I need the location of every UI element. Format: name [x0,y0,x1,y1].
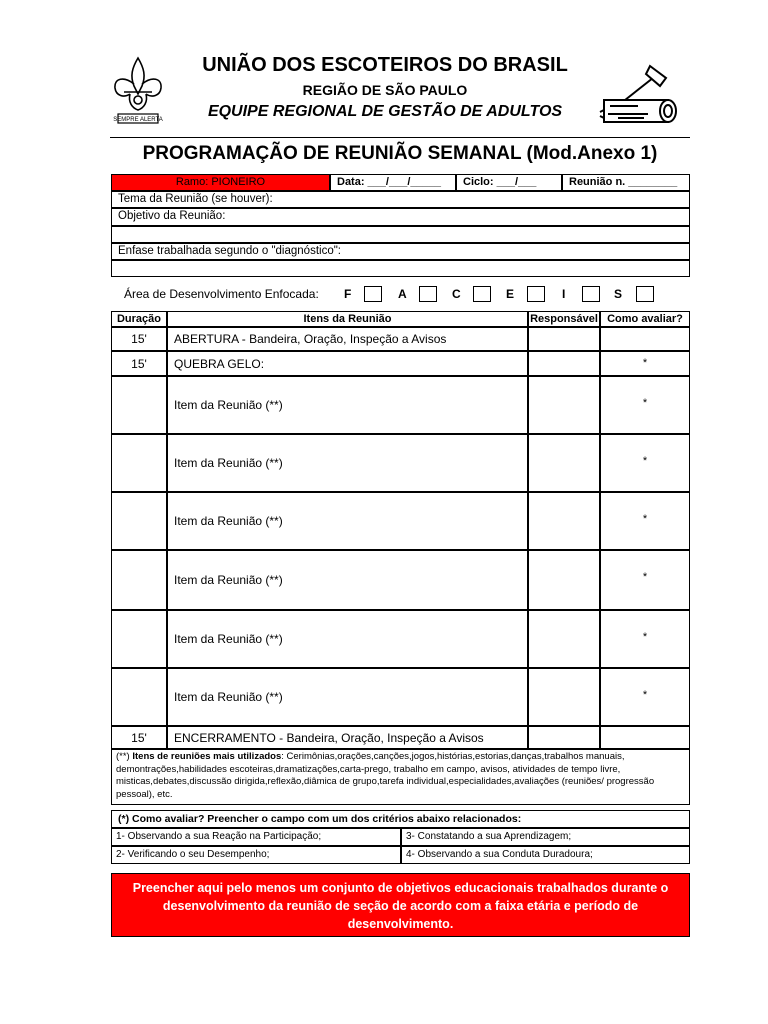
logo-motto: SEMPRE ALERTA [113,117,163,123]
area-checkbox-a[interactable] [419,286,437,302]
document-title: PROGRAMAÇÃO DE REUNIÃO SEMANAL (Mod.Anexo 1) [142,143,658,164]
row-item[interactable]: Item da Reunião (**) [167,492,528,550]
row-duration[interactable] [111,434,167,492]
area-checkbox-s[interactable] [636,286,654,302]
area-letter-s: S [614,287,623,301]
area-checkbox-e[interactable] [527,286,545,302]
row-duration[interactable]: 15' [111,327,167,351]
row-evaluation[interactable]: * [600,376,690,434]
team-name: EQUIPE REGIONAL DE GESTÃO DE ADULTOS [207,103,563,120]
row-evaluation[interactable]: * [600,668,690,726]
row-responsible[interactable] [528,550,600,610]
row-item[interactable]: ENCERRAMENTO - Bandeira, Oração, Inspeção a Avisos [167,726,528,749]
header-divider [110,137,690,138]
objectives-instruction-box[interactable]: Preencher aqui pelo menos um conjunto de objetivos educacionais trabalhados durante o desenvolvimento da reunião de seção de acordo com a faixa etária e período de desenvolvimento. [111,873,690,937]
row-responsible[interactable] [528,668,600,726]
row-item[interactable]: Item da Reunião (**) [167,550,528,610]
col-duration-header: Duração [111,311,167,327]
notes-prefix: (**) [116,751,130,762]
row-duration[interactable]: 15' [111,351,167,376]
row-responsible[interactable] [528,434,600,492]
row-responsible[interactable] [528,610,600,668]
criterion-3: 3- Constatando a sua Aprendizagem; [401,828,690,846]
row-responsible[interactable] [528,726,600,749]
area-checkbox-f[interactable] [364,286,382,302]
row-evaluation[interactable] [600,327,690,351]
date-field[interactable]: Data: ___/___/_____ [330,174,456,191]
theme-field[interactable]: Tema da Reunião (se houver): [111,191,690,208]
row-evaluation[interactable]: * [600,492,690,550]
notes-text: : Cerimônias,orações,canções,jogos,histórias,estorias,danças,trabalhos manuais, demontrações,habilidades escoteiras,dramatizações,carta-prego, trabalho em campo, avisos, atividades de tempo livre, misticas,debates,discussão dirigida,reflexão,diâmica de grupo,tarefa individual,especialidades,avaliações (reuniões/ progressão pessoal), etc. [116,751,655,800]
row-evaluation[interactable]: * [600,434,690,492]
notes-bold-label: Itens de reuniões mais utilizados [132,751,282,762]
row-responsible[interactable] [528,351,600,376]
area-letter-c: C [452,287,461,301]
area-label: Área de Desenvolvimento Enfocada: [124,287,319,301]
emphasis-field-extra[interactable] [111,260,690,277]
row-responsible[interactable] [528,492,600,550]
row-duration[interactable]: 15' [111,726,167,749]
row-item[interactable]: Item da Reunião (**) [167,668,528,726]
row-item[interactable]: QUEBRA GELO: [167,351,528,376]
ramo-field[interactable]: Ramo: PIONEIRO [111,174,330,191]
cycle-field[interactable]: Ciclo: ___/___ [456,174,562,191]
area-checkbox-i[interactable] [582,286,600,302]
area-letter-i: I [562,287,566,301]
row-item[interactable]: Item da Reunião (**) [167,434,528,492]
row-evaluation[interactable]: * [600,351,690,376]
row-evaluation[interactable]: * [600,550,690,610]
row-item[interactable]: Item da Reunião (**) [167,376,528,434]
axe-log-icon [598,60,684,126]
row-duration[interactable] [111,610,167,668]
area-letter-e: E [506,287,515,301]
criterion-4: 4- Observando a sua Conduta Duradoura; [401,846,690,864]
org-name: UNIÃO DOS ESCOTEIROS DO BRASIL [202,54,568,76]
col-evaluation-header: Como avaliar? [600,311,690,327]
col-responsible-header: Responsável [528,311,600,327]
row-duration[interactable] [111,376,167,434]
criterion-2: 2- Verificando o seu Desempenho; [111,846,401,864]
row-duration[interactable] [111,550,167,610]
row-responsible[interactable] [528,376,600,434]
objective-field[interactable]: Objetivo da Reunião: [111,208,690,226]
row-responsible[interactable] [528,327,600,351]
region-name: REGIÃO DE SÃO PAULO [302,82,468,98]
meeting-number-field[interactable]: Reunião n. ________ [562,174,690,191]
col-items-header: Itens da Reunião [167,311,528,327]
row-duration[interactable] [111,492,167,550]
evaluation-header: (*) Como avaliar? Preencher o campo com um dos critérios abaixo relacionados: [111,810,690,828]
row-duration[interactable] [111,668,167,726]
row-item[interactable]: ABERTURA - Bandeira, Oração, Inspeção a Avisos [167,327,528,351]
objective-field-extra[interactable] [111,226,690,243]
area-checkbox-c[interactable] [473,286,491,302]
emphasis-field[interactable]: Enfase trabalhada segundo o "diagnóstico": [111,243,690,260]
area-letter-a: A [398,287,407,301]
area-letter-f: F [344,287,352,301]
criterion-1: 1- Observando a sua Reação na Participação; [111,828,401,846]
row-evaluation[interactable]: * [600,610,690,668]
meeting-items-notes [111,749,690,805]
row-item[interactable]: Item da Reunião (**) [167,610,528,668]
row-evaluation[interactable] [600,726,690,749]
